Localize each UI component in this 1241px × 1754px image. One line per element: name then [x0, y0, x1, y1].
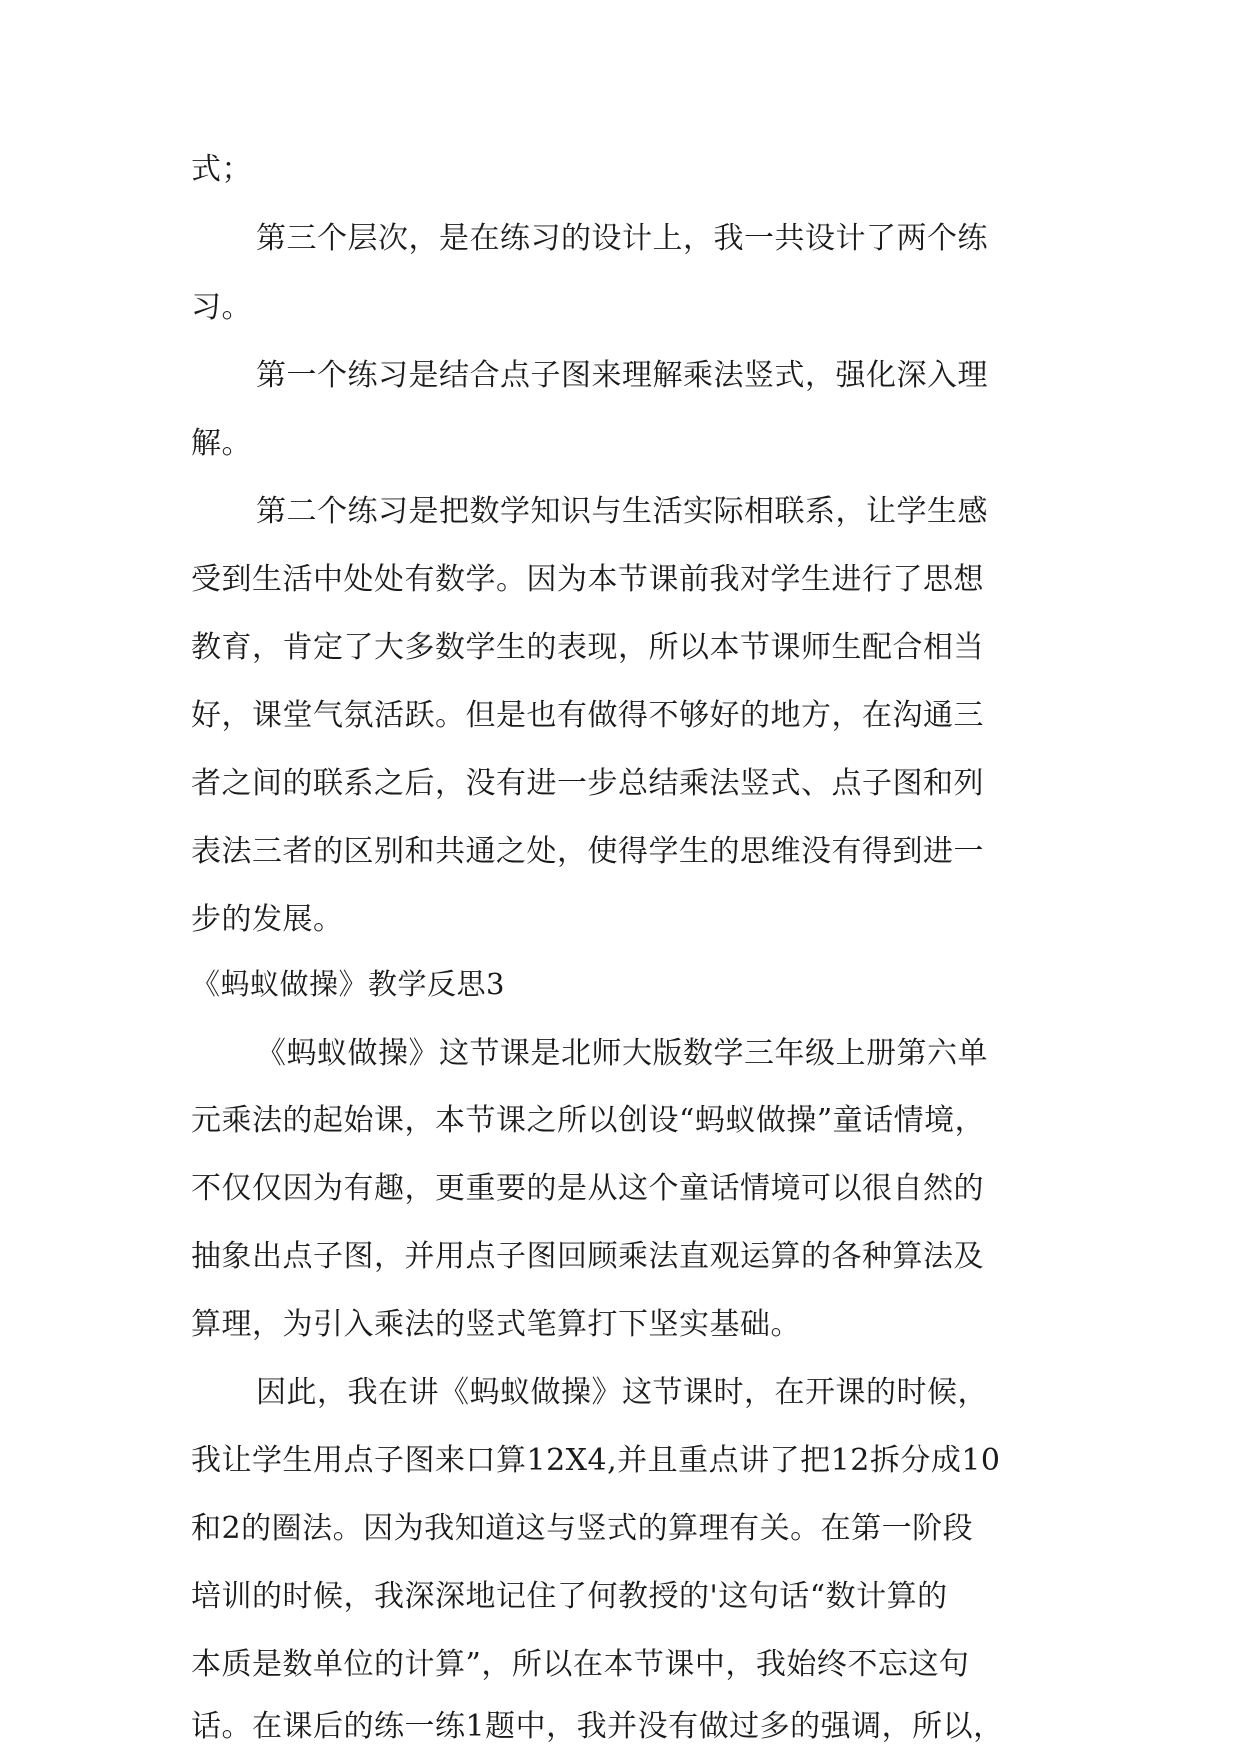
text-line: 本质是数单位的计算”，所以在本节课中，我始终不忘这句 — [191, 1647, 970, 1682]
paragraph-start: 第一个练习是结合点子图来理解乘法竖式，强化深入理 — [256, 358, 988, 393]
text-line: 表法三者的区别和共通之处，使得学生的思维没有得到进一 — [191, 834, 984, 869]
text-line: 我让学生用点子图来口算12X4,并且重点讲了把12拆分成10 — [191, 1443, 1001, 1478]
paragraph-start: 《蚂蚁做操》这节课是北师大版数学三年级上册第六单 — [256, 1036, 988, 1071]
text-line: 解。 — [191, 426, 252, 461]
paragraph-start: 第三个层次，是在练习的设计上，我一共设计了两个练 — [256, 221, 988, 256]
text-line: 算理，为引入乘法的竖式笔算打下坚实基础。 — [191, 1307, 801, 1342]
text-line: 和2的圈法。因为我知道这与竖式的算理有关。在第一阶段 — [191, 1511, 974, 1546]
text-line: 培训的时候，我深深地记住了何教授的'这句话“数计算的 — [191, 1579, 948, 1614]
section-heading: 《蚂蚁做操》教学反思3 — [191, 967, 505, 1001]
text-line: 教育，肯定了大多数学生的表现，所以本节课师生配合相当 — [191, 630, 984, 665]
text-line: 话。在课后的练一练1题中，我并没有做过多的强调，所以， — [191, 1709, 1004, 1744]
text-line: 习。 — [191, 290, 252, 325]
text-line: 受到生活中处处有数学。因为本节课前我对学生进行了思想 — [191, 562, 984, 597]
text-line: 元乘法的起始课，本节课之所以创设“蚂蚁做操”童话情境， — [191, 1103, 986, 1138]
text-line: 式； — [191, 152, 252, 187]
paragraph-start: 因此，我在讲《蚂蚁做操》这节课时，在开课的时候， — [256, 1375, 988, 1410]
text-line: 抽象出点子图，并用点子图回顾乘法直观运算的各种算法及 — [191, 1239, 984, 1274]
text-line: 不仅仅因为有趣，更重要的是从这个童话情境可以很自然的 — [191, 1171, 984, 1206]
paragraph-start: 第二个练习是把数学知识与生活实际相联系，让学生感 — [256, 494, 988, 529]
text-line: 步的发展。 — [191, 902, 344, 937]
text-line: 好，课堂气氛活跃。但是也有做得不够好的地方，在沟通三 — [191, 698, 984, 733]
text-line: 者之间的联系之后，没有进一步总结乘法竖式、点子图和列 — [191, 766, 984, 801]
